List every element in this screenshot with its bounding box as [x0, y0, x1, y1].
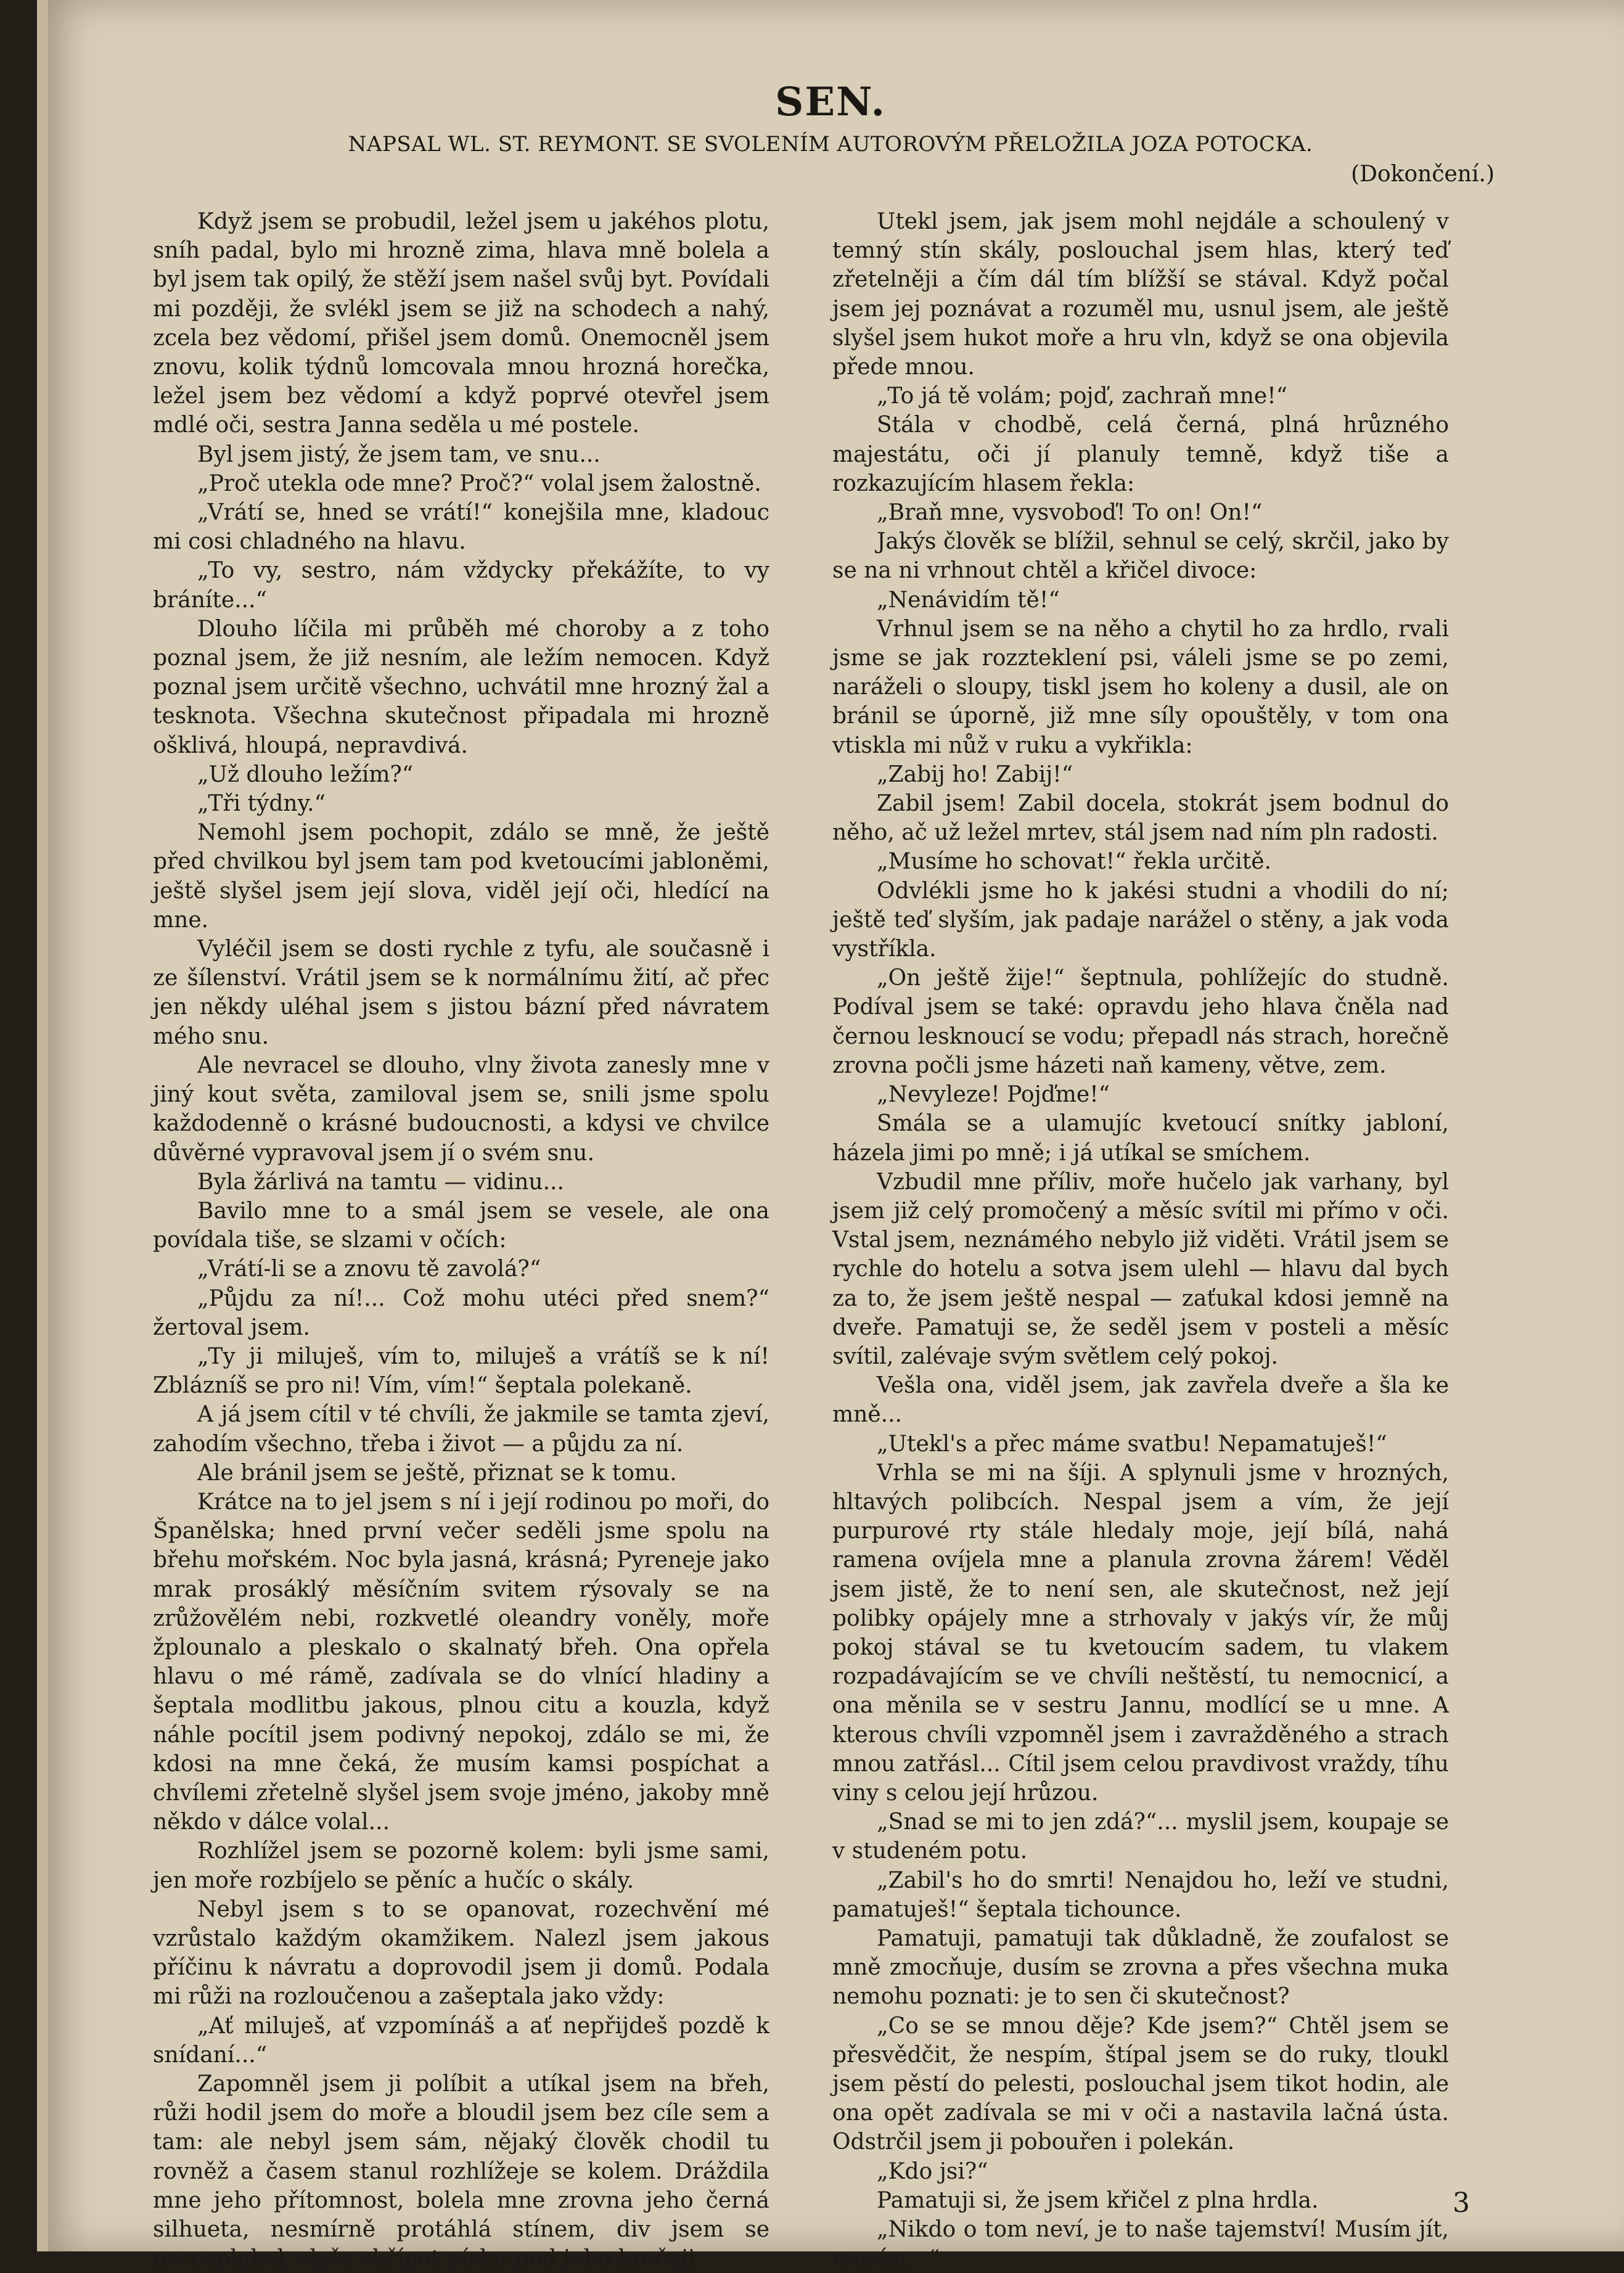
paragraph: Krátce na to jel jsem s ní i její rodinou po moři, do Španělska; hned první večer seděli jsme spolu na břehu mořském. Noc byla jasná, krásná; Pyreneje jako mrak prosáklý měsíčním svitem rýsovaly se na zrůžovělém nebi, rozkvetlé oleandry voněly, moře žplounalo a pleskalo o skalnatý břeh. Ona opřela hlavu o mé rámě, zadívala se do vlnící hladiny a šeptala modlitbu jakous, plnou citu a kouzla, když náhle pocítil jsem podivný nepokoj, zdálo se mi, že kdosi na mne čeká, že musím kamsi pospíchat a chvílemi zřetelně slyšel jsem svoje jméno, jakoby mně někdo v dálce volal... — [153, 1489, 769, 1835]
left-column — [153, 207, 769, 2273]
paragraph: „Snad se mi to jen zdá?“... myslil jsem, koupaje se v studeném potu. — [832, 1809, 1449, 1864]
paragraph: „Půjdu za ní!... Což mohu utéci před snem?“ žertoval jsem. — [153, 1285, 769, 1340]
page-edge — [37, 0, 48, 2251]
paragraph: „Nikdo o tom neví, je to naše tajemství! Musím jít, musím...“ — [832, 2217, 1449, 2272]
paragraph: „Proč utekla ode mne? Proč?“ volal jsem žalostně. — [197, 470, 761, 496]
paragraph: „Nenávidím tě!“ — [877, 587, 1060, 613]
paragraph: Vešla ona, viděl jsem, jak zavřela dveře a šla ke mně... — [832, 1373, 1449, 1428]
right-column — [832, 207, 1449, 2273]
paragraph: „Utekl's a přec máme svatbu! Nepamatuješ!“ — [877, 1431, 1387, 1457]
paragraph: „On ještě žije!“ šeptnula, pohlížejíc do studně. Podíval jsem se také: opravdu jeho hlava čněla nad černou lesknoucí se vodu; přepadl nás strach, horečně zrovna počli jsme házeti naň kameny, větve, zem. — [832, 965, 1449, 1078]
paragraph: „Zabij ho! Zabij!“ — [877, 761, 1073, 787]
paragraph: „Tři týdny.“ — [197, 791, 326, 817]
paragraph: Vrhnul jsem se na něho a chytil ho za hrdlo, rvali jsme se jak rozzteklení psi, váleli jsme se po zemi, naráželi o sloupy, tiskl jsem ho koleny a dusil, ale on bránil se úporně, již mne síly opouštěly, v tom ona vtiskla mi nůž v ruku a vykřikla: — [832, 616, 1449, 758]
paragraph: Utekl jsem, jak jsem mohl nejdále a schoulený v temný stín skály, poslouchal jsem hlas, který teď zřetelněji a čím dál tím blížší se stával. Když počal jsem jej poznávat a rozuměl mu, usnul jsem, ale ještě slyšel jsem hukot moře a hru vln, když se ona objevila přede mnou. — [832, 209, 1449, 380]
paragraph: Vyléčil jsem se dosti rychle z tyfu, ale současně i ze šílenství. Vrátil jsem se k normálnímu žití, ač přec jen někdy uléhal jsem s jistou bázní před návratem mého snu. — [153, 936, 769, 1049]
paragraph: „Vrátí se, hned se vrátí!“ konejšila mne, kladouc mi cosi chladného na hlavu. — [153, 500, 769, 555]
paragraph: Když jsem se probudil, ležel jsem u jakéhos plotu, sníh padal, bylo mi hrozně zima, hlava mně bolela a byl jsem tak opilý, že stěží jsem našel svůj byt. Povídali mi později, že svlékl jsem se již na schodech a nahý, zcela bez vědomí, přišel jsem domů. Onemocněl jsem znovu, kolik týdnů lomcovala mnou hrozná horečka, ležel jsem bez vědomí a když poprvé otevřel jsem mdlé oči, sestra Janna seděla u mé postele. — [153, 209, 769, 438]
paragraph: „Braň mne, vysvoboď! To on! On!“ — [877, 500, 1263, 526]
paragraph: „To já tě volám; pojď, zachraň mne!“ — [877, 383, 1288, 409]
paragraph: „Kdo jsi?“ — [877, 2158, 988, 2184]
paragraph: Ale nevracel se dlouho, vlny života zanesly mne v jiný kout světa, zamiloval jsem se, snili jsme spolu každodenně o krásné budoucnosti, a kdysi ve chvilce důvěrné vypravoval jsem jí o svém snu. — [153, 1052, 769, 1166]
paragraph: „Nevyleze! Pojďme!“ — [877, 1082, 1110, 1108]
paragraph: A já jsem cítil v té chvíli, že jakmile se tamta zjeví, zahodím všechno, třeba i život — a půjdu za ní. — [153, 1402, 769, 1457]
paragraph: Pamatuji si, že jsem křičel z plna hrdla. — [877, 2187, 1319, 2213]
paragraph: Ale bránil jsem se ještě, přiznat se k tomu. — [197, 1460, 677, 1486]
paragraph: „Co se se mnou děje? Kde jsem?“ Chtěl jsem se přesvědčit, že nespím, štípal jsem se do ruky, tloukl jsem pěstí do pelesti, poslouchal jsem tikot hodin, ale ona opět zadívala se mi v oči a nastavila lačná ústa. Odstrčil jsem ji pobouřen i polekán. — [832, 2013, 1449, 2155]
paragraph: Odvlékli jsme ho k jakési studni a vhodili do ní; ještě teď slyším, jak padaje narážel o stěny, a jak voda vystříkla. — [832, 878, 1449, 962]
paragraph: Nebyl jsem s to se opanovat, rozechvění mé vzrůstalo každým okamžikem. Nalezl jsem jakous příčinu k návratu a doprovodil jsem ji domů. Podala mi růži na rozloučenou a zašeptala jako vždy: — [153, 1896, 769, 2010]
paragraph: Vrhla se mi na šíji. A splynuli jsme v hrozných, hltavých polibcích. Nespal jsem a vím, že její purpurové rty stále hledaly moje, její bílá, nahá ramena ovíjela mne a planula zrovna žárem! Věděl jsem jistě, že to není sen, ale skutečnost, než její polibky opájely mne a strhovaly v jakýs vír, že můj pokoj stával se tu kvetoucím sadem, tu vlakem rozpadávajícím se ve chvíli neštěstí, tu nemocnicí, a ona měnila se v sestru Jannu, modlící se u mne. A kterous chvíli vzpomněl jsem i zavražděného a strach mnou zatřásl... Cítil jsem celou pravdivost vraždy, tíhu viny s celou její hrůzou. — [832, 1460, 1449, 1806]
paragraph: „To vy, sestro, nám vždycky překážíte, to vy bráníte...“ — [153, 558, 769, 613]
paragraph: Vzbudil mne příliv, moře hučelo jak varhany, byl jsem již celý promočený a měsíc svítil mi přímo v oči. Vstal jsem, neznámého nebylo již viděti. Vrátil jsem se rychle do hotelu a sotva jsem ulehl — hlavu dal bych za to, že jsem ještě nespal — zaťukal kdosi jemně na dveře. Pamatuji se, že seděl jsem v posteli a měsíc svítil, zalévaje svým světlem celý pokoj. — [832, 1169, 1449, 1369]
paragraph: „Už dlouho ležím?“ — [197, 761, 414, 787]
continuation-note: (Dokončení.) — [1351, 162, 1495, 187]
paragraph: „Musíme ho schovat!“ řekla určitě. — [877, 849, 1271, 875]
paragraph: Byla žárlivá na tamtu — vidinu... — [197, 1169, 564, 1195]
magazine-page — [37, 0, 1624, 2272]
paragraph: Zabil jsem! Zabil docela, stokrát jsem bodnul do něho, ač už ležel mrtev, stál jsem nad ním pln radosti. — [832, 791, 1449, 846]
article-byline: NAPSAL WL. ST. REYMONT. SE SVOLENÍM AUTOROVÝM PŘELOŽILA JOZA POTOCKA. — [348, 132, 1313, 157]
paragraph: Byl jsem jistý, že jsem tam, ve snu... — [197, 441, 601, 467]
paragraph: Bavilo mne to a smál jsem se vesele, ale ona povídala tiše, se slzami v očích: — [153, 1198, 769, 1253]
paragraph: „Ať miluješ, ať vzpomínáš a ať nepřijdeš pozdě k snídaní...“ — [153, 2013, 769, 2068]
paragraph: „Zabil's ho do smrti! Nenajdou ho, leží ve studni, pamatuješ!“ šeptala tichounce. — [832, 1867, 1449, 1922]
paragraph: Pamatuji, pamatuji tak důkladně, že zoufalost se mně zmocňuje, dusím se zrovna a přes všechna muka nemohu poznati: je to sen či skutečnost? — [832, 1925, 1449, 2010]
paragraph: „Ty ji miluješ, vím to, miluješ a vrátíš se k ní! Zblázníš se pro ni! Vím, vím!“ šeptala polekaně. — [153, 1343, 769, 1399]
paragraph: Dlouho líčila mi průběh mé choroby a z toho poznal jsem, že již nesním, ale ležím nemocen. Když poznal jsem určitě všechno, uchvátil mne hrozný žal a tesknota. Všechna skutečnost připadala mi hrozně ošklivá, hloupá, nepravdivá. — [153, 616, 769, 758]
page-number: 3 — [1453, 2187, 1470, 2219]
paragraph: Stála v chodbě, celá černá, plná hrůzného majestátu, oči jí planuly temně, když tiše a rozkazujícím hlasem řekla: — [832, 412, 1449, 496]
article-title: SEN. — [775, 79, 886, 125]
paragraph: Zapomněl jsem ji políbit a utíkal jsem na břeh, růži hodil jsem do moře a bloudil jsem bez cíle sem a tam: ale nebyl jsem sám, nějaký člověk chodil tu rovněž a časem stanul rozhlížeje se kolem. Dráždila mne jeho přítomnost, bolela mne zrovna jeho černá silhueta, nesmírně protáhlá stínem, div jsem se nerozplakal, slyše skřípot písku pod jeho kročeji. — [153, 2071, 769, 2272]
paragraph: Nemohl jsem pochopit, zdálo se mně, že ještě před chvilkou byl jsem tam pod kvetoucími jabloněmi, ještě slyšel jsem její slova, viděl její oči, hledící na mne. — [153, 820, 769, 933]
paragraph: „Vrátí-li se a znovu tě zavolá?“ — [197, 1256, 541, 1282]
paragraph: Rozhlížel jsem se pozorně kolem: byli jsme sami, jen moře rozbíjelo se pěníc a hučíc o skály. — [153, 1838, 769, 1893]
paragraph: Jakýs člověk se blížil, sehnul se celý, skrčil, jako by se na ni vrhnout chtěl a křičel divoce: — [832, 529, 1449, 584]
paragraph: Smála se a ulamujíc kvetoucí snítky jabloní, házela jimi po mně; i já utíkal se smíchem. — [832, 1111, 1449, 1166]
